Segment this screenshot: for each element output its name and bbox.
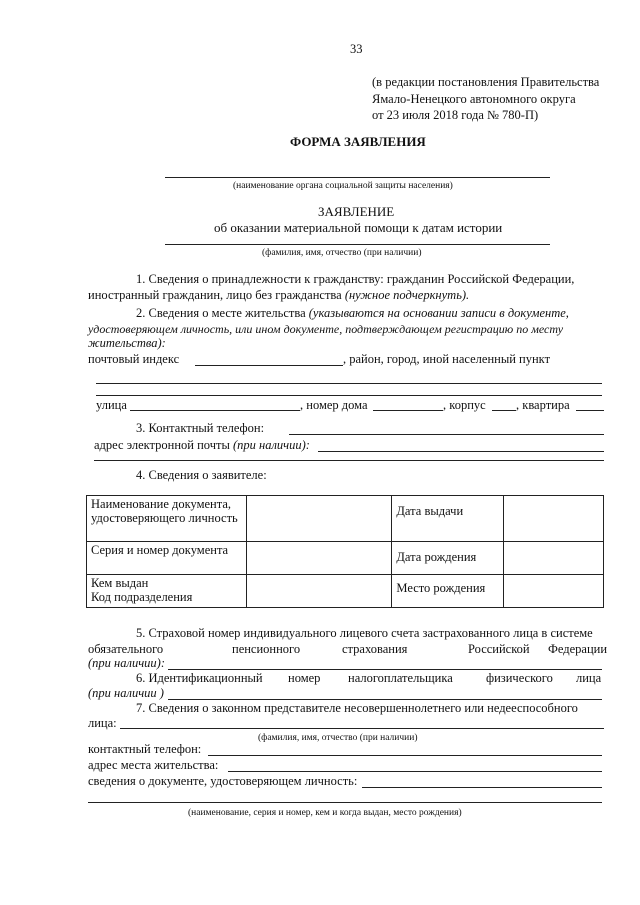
doc-title: ЗАЯВЛЕНИЕ [318,204,395,219]
org-name-line[interactable] [165,177,550,178]
s1-line-1: 1. Сведения о принадлежности к гражданству: гражданин Российской Федерации, [136,272,575,286]
birth-date-label: Дата рождения [392,542,504,575]
form-title: ФОРМА ЗАЯВЛЕНИЯ [290,134,426,149]
birth-date-field[interactable] [504,542,604,575]
edition-line-3: от 23 июля 2018 года № 780-П) [372,108,539,122]
doc-name-label: Наименование документа, удостоверяющего личность [87,496,247,542]
s2-line-3: жительства): [88,336,166,350]
edition-line-2: Ямало-Ненецкого автономного округа [372,92,576,106]
s5-w2: пенсионного [232,642,301,656]
birth-place-label: Место рождения [392,575,504,608]
phone-label: 3. Контактный телефон: [136,421,265,435]
rep-document-label: сведения о документе, удостоверяющем личность: [88,774,358,788]
birth-place-field[interactable] [504,575,604,608]
postal-label: почтовый индекс [88,352,180,366]
s5-line-3: (при наличии): [88,656,165,670]
applicant-table [86,495,604,608]
s6-w1: 6. Идентификационный [136,671,263,685]
s5-w3: страхования [342,642,408,656]
rep-address-field[interactable] [228,771,602,772]
phone-field[interactable] [289,434,604,435]
s7-fio-caption: (фамилия, имя, отчество (при наличии) [258,733,418,743]
email-label: адрес электронной почты (при наличии): [94,438,310,452]
s6-w3: налогоплательщика [348,671,453,685]
s5-w1: обязательного [88,642,164,656]
s6-line-2: (при наличии ) [88,686,164,700]
s5-line-1: 5. Страховой номер индивидуального лицевого счета застрахованного лица в системе [136,626,593,640]
email-field-2[interactable] [94,460,604,461]
rep-document-line-2[interactable] [88,802,602,803]
s2-line-2: удостоверяющем личность, или ином документе, подтверждающем регистрацию по месту [88,322,564,336]
applicant-name-line[interactable] [165,244,550,245]
address-line-1[interactable] [96,383,602,384]
issue-date-field[interactable] [504,496,604,542]
issued-by-text: Кем выдан [91,576,149,590]
district-label: , район, город, иной населенный пункт [343,352,551,366]
rep-phone-field[interactable] [208,755,602,756]
address-line-2[interactable] [96,395,602,396]
postal-field[interactable] [195,365,343,366]
series-number-label: Серия и номер документа [87,542,247,575]
street-label: улица [96,398,127,412]
rep-phone-label: контактный телефон: [88,742,202,756]
s5-w4: Российской [468,642,530,656]
s7-line-2: лица: [88,716,117,730]
inn-field[interactable] [168,699,602,700]
s7-doc-caption: (наименование, серия и номер, кем и когда выдан, место рождения) [188,808,462,818]
issued-by-label [87,575,247,608]
representative-name-field[interactable] [120,728,604,729]
s6-w4: физического [486,671,553,685]
apartment-field[interactable] [576,410,604,411]
s6-w2: номер [288,671,321,685]
corpus-label: , корпус [443,398,486,412]
issued-by-field[interactable] [246,575,392,608]
doc-subtitle: об оказании материальной помощи к датам истории [214,220,503,235]
org-caption: (наименование органа социальной защиты населения) [233,181,453,191]
series-number-field[interactable] [246,542,392,575]
issue-date-label: Дата выдачи [392,496,504,542]
snils-field[interactable] [168,669,602,670]
rep-document-field[interactable] [362,787,602,788]
s6-w5: лица [576,671,602,685]
page-number: 33 [350,42,363,56]
fio-caption: (фамилия, имя, отчество (при наличии) [262,248,422,258]
corpus-field[interactable] [492,410,516,411]
edition-line-1: (в редакции постановления Правительства [372,75,600,89]
s7-line-1: 7. Сведения о законном представителе несовершеннолетнего или недееспособного [136,701,578,715]
street-field[interactable] [130,410,300,411]
email-field[interactable] [318,451,604,452]
doc-name-field[interactable] [246,496,392,542]
s1-line-2: иностранный гражданин, лицо без гражданства (нужное подчеркнуть). [88,288,470,302]
house-label: , номер дома [300,398,368,412]
s5-w5: Федерации [548,642,608,656]
house-field[interactable] [373,410,443,411]
s2-line-1: 2. Сведения о месте жительства (указываются на основании записи в документе, [136,306,569,320]
rep-address-label: адрес места жительства: [88,758,219,772]
s4-heading: 4. Сведения о заявителе: [136,468,267,482]
division-code-text: Код подразделения [91,590,193,604]
apartment-label: , квартира [516,398,570,412]
